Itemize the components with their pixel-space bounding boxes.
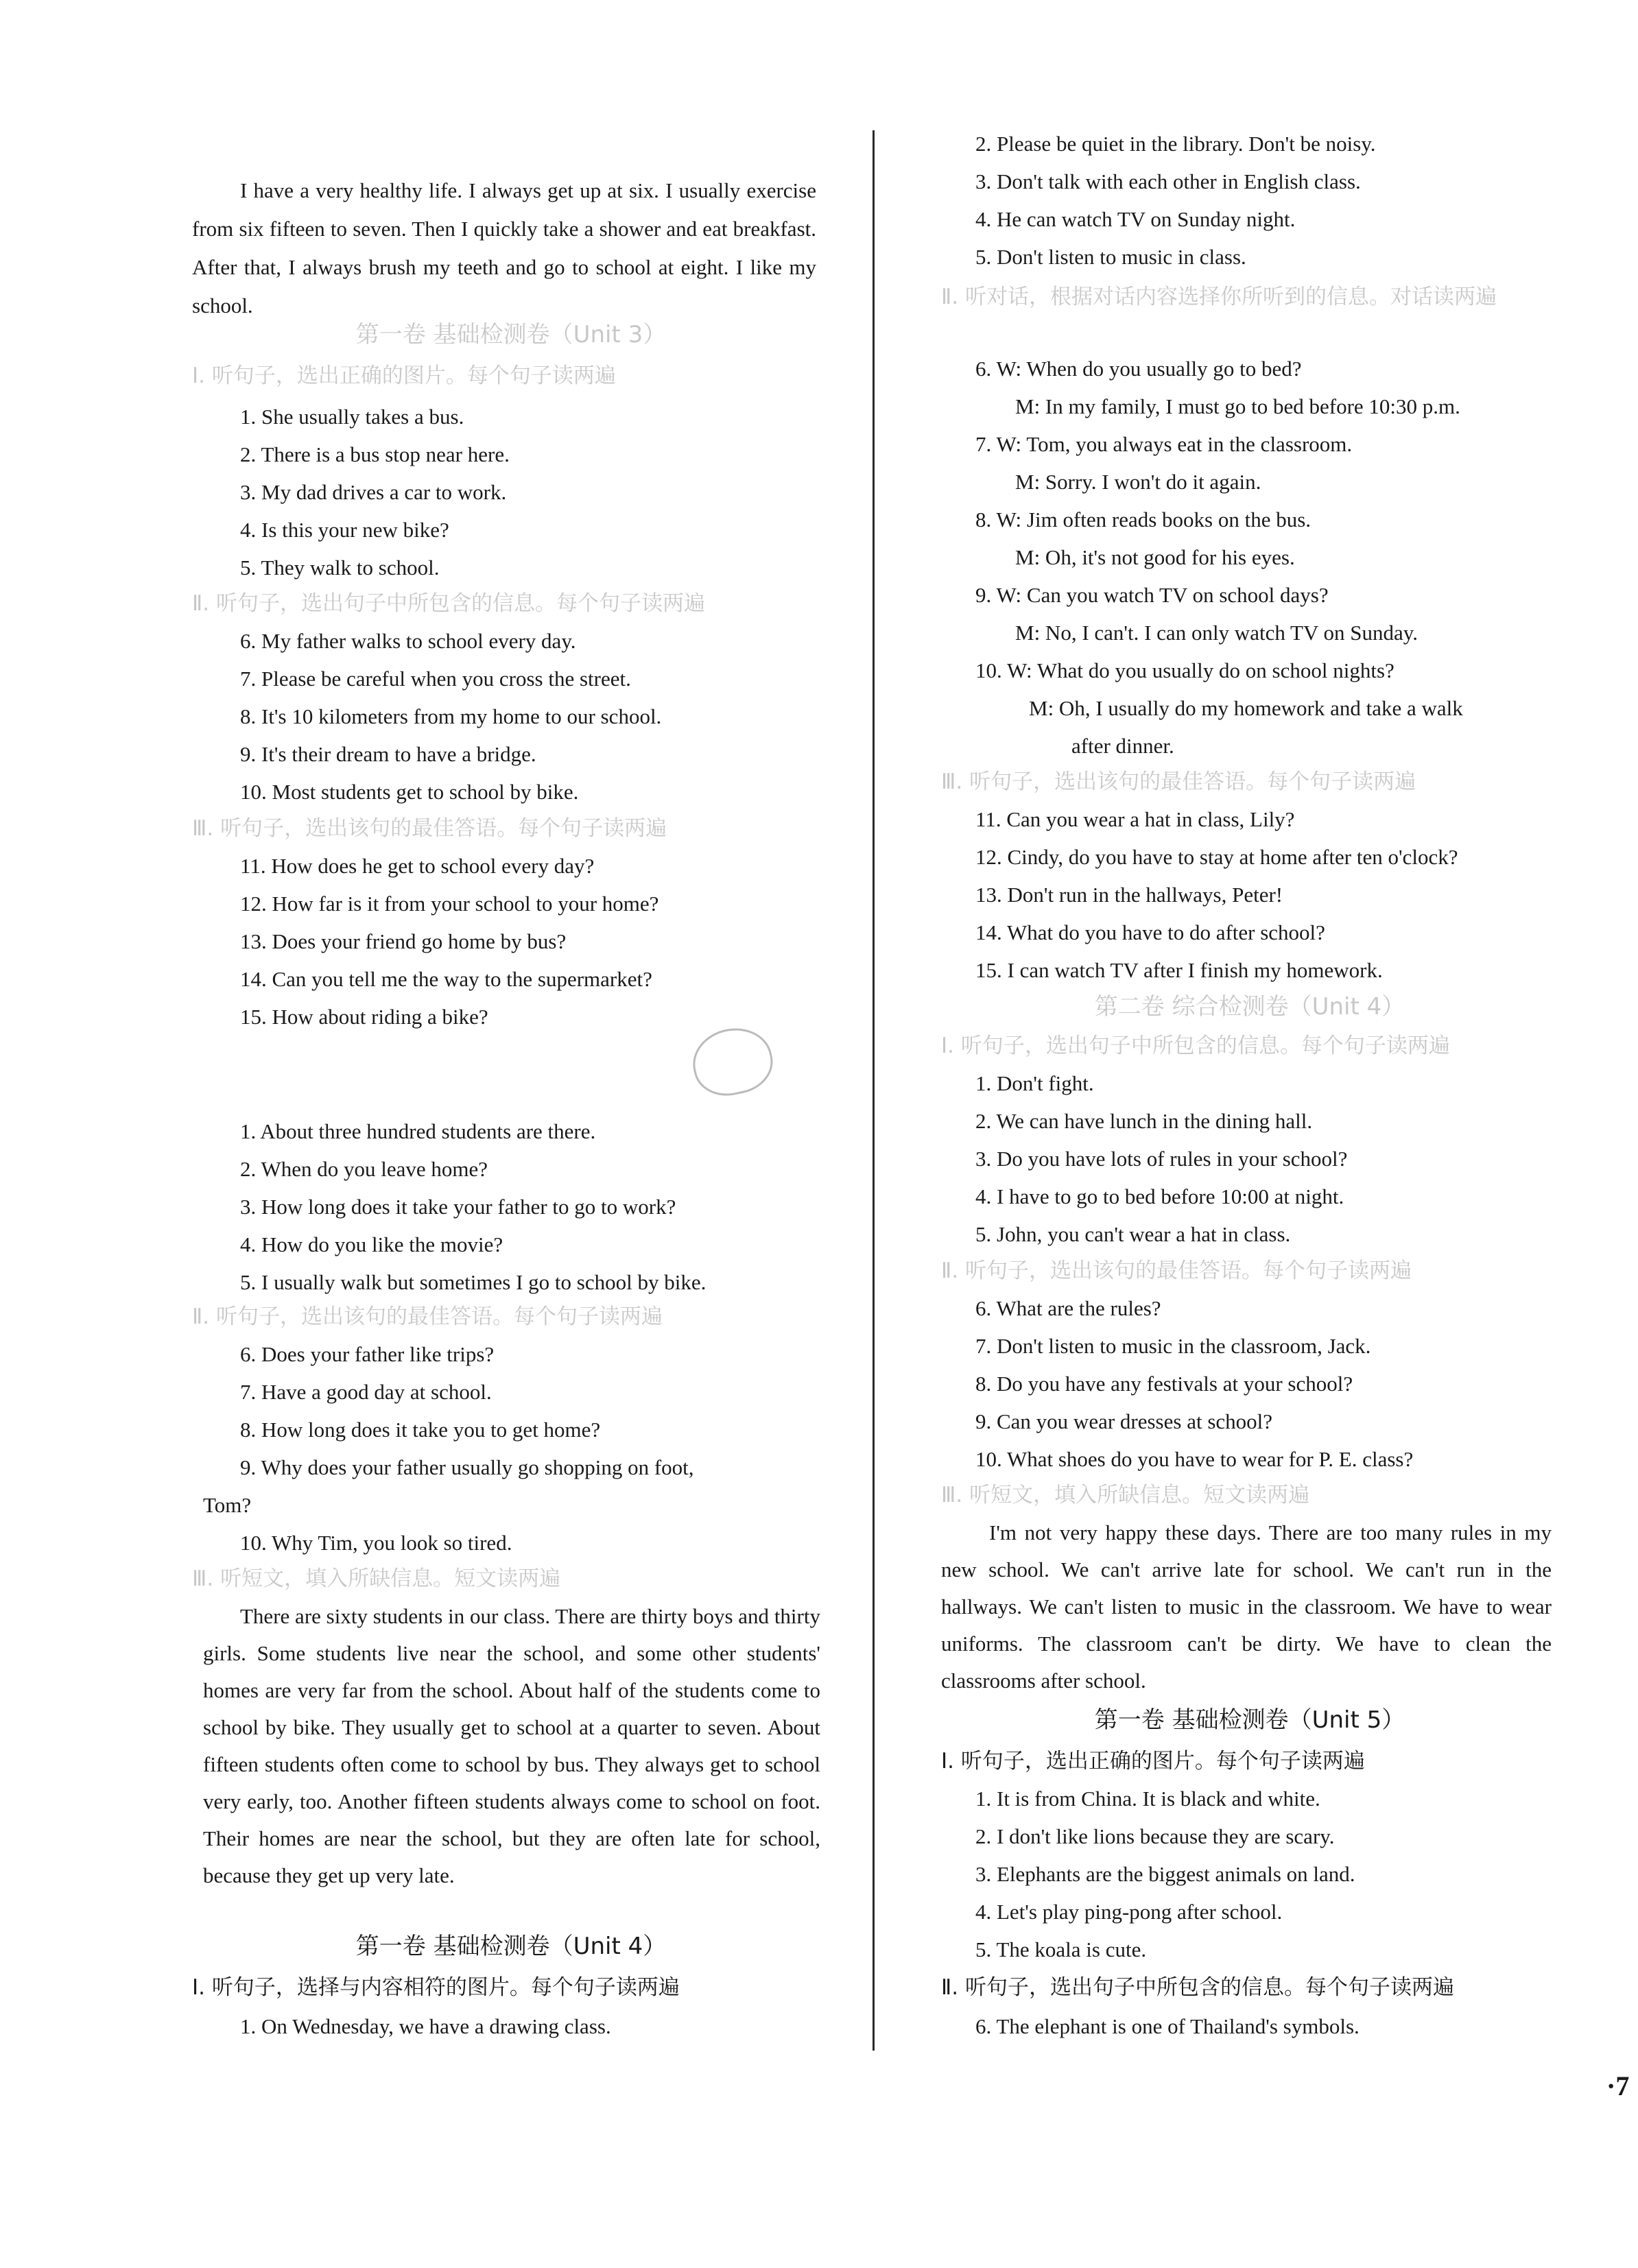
list-item: 5. Don't listen to music in class.	[975, 245, 1246, 269]
list-item: 1. Don't fight.	[975, 1071, 1094, 1095]
dialog-line: 7. W: Tom, you always eat in the classroom.	[975, 432, 1353, 456]
list-item: 9. It's their dream to have a bridge.	[240, 742, 536, 766]
page-number: ·7	[1606, 2070, 1630, 2101]
dialog-line: 9. W: Can you watch TV on school days?	[975, 583, 1329, 607]
list-item: 13. Does your friend go home by bus?	[240, 929, 567, 953]
list-item: 10. Most students get to school by bike.	[240, 780, 579, 804]
title-unit5: 第一卷 基础检测卷（Unit 5）	[1094, 1706, 1405, 1734]
list-item: 3. Elephants are the biggest animals on land.	[975, 1862, 1355, 1886]
dialog-line: 8. W: Jim often reads books on the bus.	[975, 508, 1311, 532]
list-item: 7. Please be careful when you cross the street.	[240, 667, 631, 691]
list-item: 2. There is a bus stop near here.	[240, 442, 510, 466]
section-5-heading: Ⅲ. 听短文，填入所缺信息。短文读两遍	[192, 1566, 561, 1591]
list-item: 15. I can watch TV after I finish my homework.	[975, 958, 1383, 982]
section-1-heading: Ⅱ. 听对话，根据对话内容选择你所听到的信息。对话读两遍	[941, 285, 1497, 309]
list-item: 7. Don't listen to music in the classroom, Jack.	[975, 1334, 1371, 1358]
list-item: 3. Don't talk with each other in English class.	[975, 169, 1361, 193]
list-item: 9. Can you wear dresses at school?	[975, 1409, 1273, 1433]
list-item: 8. It's 10 kilometers from my home to our school.	[240, 704, 662, 728]
list-item: 6. My father walks to school every day.	[240, 629, 576, 653]
list-item: 8. How long does it take you to get home?	[240, 1418, 601, 1442]
list-item: 6. What are the rules?	[975, 1296, 1161, 1320]
list-item-continuation: Tom?	[203, 1493, 252, 1517]
dialog-line: M: Oh, I usually do my homework and take a walk	[1029, 696, 1463, 720]
section-3-heading: Ⅰ. 听句子，选出句子中所包含的信息。每个句子读两遍	[941, 1034, 1450, 1058]
list-item: 11. How does he get to school every day?	[240, 854, 595, 878]
list-item: 1. She usually takes a bus.	[240, 405, 464, 429]
list-item: 11. Can you wear a hat in class, Lily?	[975, 807, 1295, 831]
list-item: 8. Do you have any festivals at your school?	[975, 1372, 1353, 1396]
list-item: 5. They walk to school.	[240, 556, 440, 580]
passage-paragraph: There are sixty students in our class. There are thirty boys and thirty girls. Some students live near the school, and some other students' homes are very far from the school. About half of the students come to school by bike. They usually get to school at a quarter to seven. About fifteen students often come to school by bus. They always get to school very early, too. Another fifteen students always come to school on foot. Their homes are near the school, but they are often late for school, because they get up very late.	[203, 1604, 820, 1887]
intro-paragraph: I have a very healthy life. I always get up at six. I usually exercise from six fifteen to seven. Then I quickly take a shower and eat breakfast. After that, I always brush my teeth and go to school at eight. I like my school.	[192, 178, 816, 318]
list-item: 4. Let's play ping-pong after school.	[975, 1900, 1283, 1924]
list-item: 3. My dad drives a car to work.	[240, 480, 507, 504]
title-unit4: 第一卷 基础检测卷（Unit 4）	[355, 1933, 667, 1960]
list-item: 5. The koala is cute.	[975, 1937, 1147, 1961]
dialog-line: M: No, I can't. I can only watch TV on Sunday.	[1015, 621, 1419, 645]
list-item: 10. Why Tim, you look so tired.	[240, 1531, 512, 1555]
list-item: 7. Have a good day at school.	[240, 1380, 492, 1404]
section-4-heading: Ⅱ. 听句子，选出该句的最佳答语。每个句子读两遍	[192, 1304, 663, 1329]
list-item: 12. Cindy, do you have to stay at home after ten o'clock?	[975, 845, 1458, 869]
passage-paragraph: I'm not very happy these days. There are too many rules in my new school. We can't arrive late for school. We can't run in the hallways. We can't listen to music in the classroom. We have to wear uniforms. The classroom can't be dirty. We have to clean the classrooms after school.	[941, 1520, 1552, 1693]
section-6-heading: Ⅰ. 听句子，选出正确的图片。每个句子读两遍	[941, 1749, 1365, 1774]
list-item: 6. The elephant is one of Thailand's symbols.	[975, 2014, 1360, 2038]
dialog-line: 10. W: What do you usually do on school nights?	[975, 658, 1394, 682]
list-item: 2. Please be quiet in the library. Don't be noisy.	[975, 132, 1376, 156]
section-3-heading: Ⅲ. 听句子，选出该句的最佳答语。每个句子读两遍	[192, 816, 667, 841]
list-item: 14. Can you tell me the way to the supermarket?	[240, 967, 652, 991]
list-item: 13. Don't run in the hallways, Peter!	[975, 883, 1283, 907]
list-item: 2. We can have lunch in the dining hall.	[975, 1109, 1313, 1133]
list-item: 1. It is from China. It is black and white.	[975, 1787, 1320, 1811]
title-unit3: 第一卷 基础检测卷（Unit 3）	[355, 321, 667, 348]
section-5-heading: Ⅲ. 听短文，填入所缺信息。短文读两遍	[941, 1483, 1310, 1507]
list-item: 2. I don't like lions because they are scary.	[975, 1824, 1335, 1848]
list-item: 3. Do you have lots of rules in your school?	[975, 1147, 1348, 1171]
section-2-heading: Ⅲ. 听句子，选出该句的最佳答语。每个句子读两遍	[941, 769, 1416, 794]
dialog-line: after dinner.	[1071, 734, 1174, 758]
list-item: 4. Is this your new bike?	[240, 518, 449, 542]
list-item: 4. He can watch TV on Sunday night.	[975, 207, 1296, 231]
list-item: 9. Why does your father usually go shopping on foot,	[240, 1455, 694, 1479]
list-item: 12. How far is it from your school to your home?	[240, 892, 659, 916]
list-item: 5. John, you can't wear a hat in class.	[975, 1222, 1291, 1246]
list-item: 4. I have to go to bed before 10:00 at night.	[975, 1184, 1344, 1208]
list-item: 14. What do you have to do after school?	[975, 920, 1325, 944]
section-2-heading: Ⅱ. 听句子，选出句子中所包含的信息。每个句子读两遍	[192, 591, 705, 616]
list-item: 1. About three hundred students are there.	[240, 1119, 596, 1143]
section-4-heading: Ⅱ. 听句子，选出该句的最佳答语。每个句子读两遍	[941, 1258, 1412, 1283]
section-1-heading: Ⅰ. 听句子，选出正确的图片。每个句子读两遍	[192, 363, 616, 388]
list-item: 5. I usually walk but sometimes I go to school by bike.	[240, 1270, 707, 1294]
stamp-watermark	[687, 1021, 778, 1102]
dialog-line: M: Sorry. I won't do it again.	[1015, 470, 1261, 494]
list-item: 10. What shoes do you have to wear for P. E. class?	[975, 1447, 1414, 1471]
dialog-line: M: In my family, I must go to bed before 10:30 p.m.	[1015, 394, 1460, 418]
dialog-line: 6. W: When do you usually go to bed?	[975, 357, 1302, 381]
list-item: 4. How do you like the movie?	[240, 1232, 503, 1256]
section-7-heading: Ⅱ. 听句子，选出句子中所包含的信息。每个句子读两遍	[941, 1975, 1454, 2000]
column-divider	[873, 130, 875, 2051]
list-item: 3. How long does it take your father to go to work?	[240, 1195, 676, 1219]
list-item: 6. Does your father like trips?	[240, 1342, 495, 1366]
list-item: 2. When do you leave home?	[240, 1157, 488, 1181]
section-6-heading: Ⅰ. 听句子，选择与内容相符的图片。每个句子读两遍	[192, 1975, 680, 2000]
list-item: 15. How about riding a bike?	[240, 1005, 488, 1029]
list-item: 1. On Wednesday, we have a drawing class.	[240, 2014, 611, 2038]
dialog-line: M: Oh, it's not good for his eyes.	[1015, 545, 1295, 569]
title-unit4-comprehensive: 第二卷 综合检测卷（Unit 4）	[1094, 993, 1405, 1020]
